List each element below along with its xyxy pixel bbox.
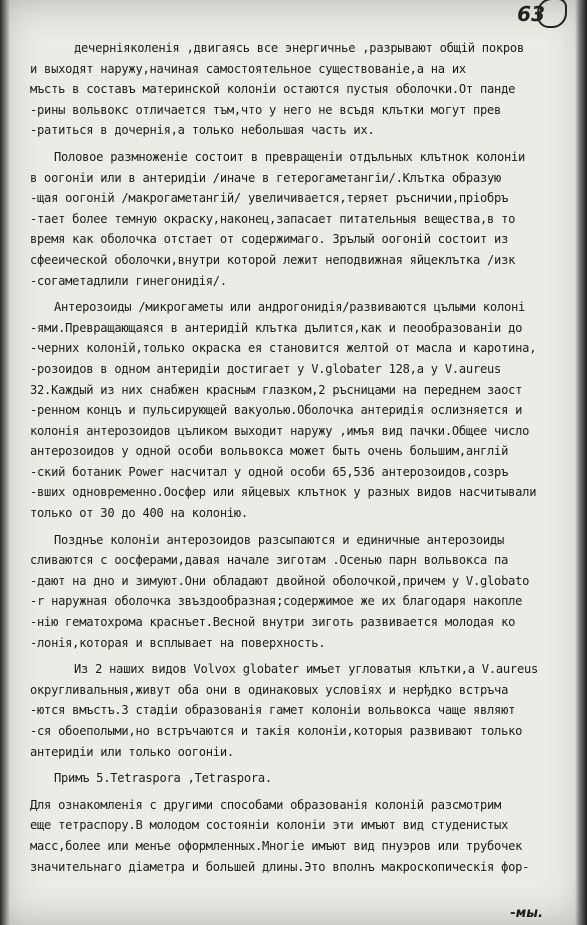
text-line: Позднъе колоніи антерозоидов разсыпаются и единичные антерозоиды xyxy=(54,532,504,547)
text-line: Из 2 наших видов Volvox globater имъет угловатыя клътки,а V.aureus xyxy=(74,662,539,677)
text-line: антеридіи или только оогоніи. xyxy=(30,744,234,759)
text-line: -ренном концъ и пульсирующей вакуолью.Оболочка антеридія ослизняется и xyxy=(30,403,523,418)
text-line: -щая оогоній /макрогаметангій/ увеличивается,теряет ръсничии,пріобръ xyxy=(30,191,509,206)
text-line: только от 30 до 400 на колонію. xyxy=(30,506,248,521)
text-line: -ский ботаник Power насчитал у одной особи 65,536 антерозоидов,созръ xyxy=(30,464,509,479)
text-line: масс,более или менъе оформленных.Многіе имъют вид пнуэров или трубочек xyxy=(30,838,523,853)
text-line: Антерозоиды /микрогаметы или андрогонидія/развиваются цълыми колоні xyxy=(54,300,526,315)
text-line: -ся обоеполыми,но встръчаются и такія колоніи,которыя развивают только xyxy=(30,724,523,738)
text-line: -рины вольвокс отличается тъм,что у него не всъдя клътки могут прев xyxy=(30,102,502,117)
section-heading: Примъ 5.Tetraspora ,Tetraspora. xyxy=(54,771,272,786)
page-number: 63 xyxy=(517,2,545,26)
text-line: -согаметадлили гинегонидія/. xyxy=(30,273,227,288)
text-line: 32.Каждый из них снабжен красным глазком,2 ръсницами на переднем заост xyxy=(30,382,523,397)
text-line: округливальныя,живут оба они в одинаковых условіях и нерђдко встръча xyxy=(30,682,509,697)
text-line: дечерніяколенія ,двигаясь все энергичнье ,разрывают общій покров xyxy=(74,41,524,55)
text-line: -ются вмъстъ.3 стадіи образованія гамет колоніи вольвокса чаще являют xyxy=(30,703,516,718)
text-line: -r наружная оболочка звъздообразная;содержимое же их благодаря накопле xyxy=(30,594,523,609)
text-line: -вших одновременно.Ооcфер или яйцевых клътнок у разных видов насчитывали xyxy=(30,485,537,500)
text-line: сливаются с оосферами,давая начале зиготам .Осенью парн вольвокса па xyxy=(30,553,509,568)
text-line: в оогоніи или в антеридіи /иначе в гетерогаметангіи/.Клътка образую xyxy=(30,170,502,185)
text-line: -лонія,которая и всплывает на поверхность. xyxy=(30,635,326,650)
text-line: -дают на дно и зимуют.Они обладают двойной оболочкой,причем у V.globato xyxy=(30,573,530,588)
text-line: мъсть в составъ материнской колоніи остаются пустыя оболочки.От панде xyxy=(30,82,516,97)
text-line: и выходят наружу,начиная самостоятельное существованіе,а на их xyxy=(30,61,466,76)
text-line: -нію гематохрома краснъет.Весной внутри зиготь развивается молодая ко xyxy=(30,615,516,630)
text-line: -ями.Превращающаяся в антеридій клътка дълится,как и пеообразованіи до xyxy=(30,320,523,335)
text-line: сфееической оболочки,внутри которой лежит неподвижная яйцеклътка /изк xyxy=(30,252,516,267)
scan-edge-right xyxy=(575,0,587,925)
text-line: -ратиться в дочернія,а только небольшая часть их. xyxy=(30,123,375,138)
text-line: -тает более темную окраску,наконец,запасает питательныя вещества,в то xyxy=(30,211,516,226)
text-line: Для ознакомленія с другими способами образованія колоній разсмотрим xyxy=(30,797,502,812)
scan-edge-left xyxy=(0,0,10,925)
text-line: антерозоидов у одной особи вольвокса может быть очень большим,англій xyxy=(30,444,509,459)
text-line: колонія антерозоидов цъликом выходит наружу ,имъя вид пачки.Общее число xyxy=(30,423,530,438)
text-line: -черних колоній,только окраска ея становится желтой от масла и каротина, xyxy=(30,341,537,356)
text-line: еще тетраспору.В молодом состояніи колоніи эти имъют вид студенистых xyxy=(30,818,509,833)
text-line: время как оболочка отстает от содержимаго. Зрълый оогоній состоит из xyxy=(30,232,509,247)
text-line: значительнаго діаметра и большей длины.Это вполнъ макроскопическія фор- xyxy=(30,859,530,874)
typed-body xyxy=(30,38,575,877)
page-footer: -мы. xyxy=(510,906,543,921)
text-line: Половое размноженіе состоит в превращеніи отдъльных клътнок колоніи xyxy=(54,149,526,164)
text-line: -розоидов в одном антеридіи достигает у V.globater 128,а у V.aureus xyxy=(30,361,502,376)
